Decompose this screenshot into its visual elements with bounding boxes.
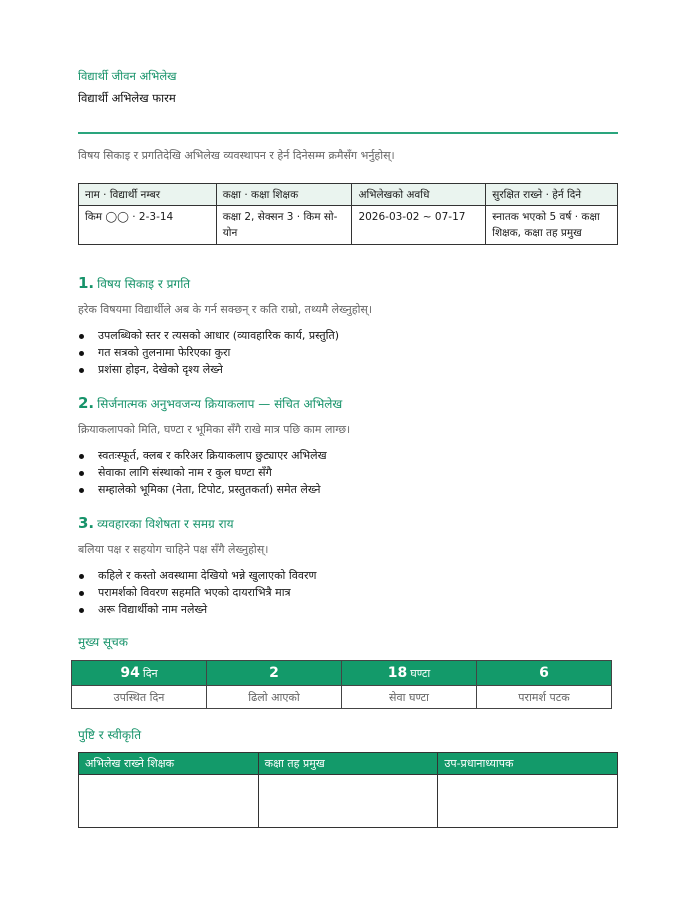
list-item: सेवाका लागि संस्थाको नाम र कुल घण्टा सँगै: [78, 464, 327, 481]
metrics-label-row: [72, 686, 612, 709]
document-title: विद्यार्थी अभिलेख फारम: [78, 91, 176, 105]
list-item: परामर्शको विवरण सहमति भएको दायराभित्रै मात्र: [78, 584, 316, 601]
list-item: उपलब्धिको स्तर र त्यसको आधार (व्यावहारिक कार्य, प्रस्तुति): [78, 327, 339, 344]
student-info-table: [78, 183, 618, 245]
metrics-heading: मुख्य सूचक: [78, 635, 128, 649]
cell-name: किम ◯◯ · 2-3-14: [79, 206, 217, 245]
cell-class: कक्षा 2, सेक्सन 3 · किम सो-योन: [216, 206, 352, 245]
header-divider: [78, 132, 618, 134]
list-item: कहिले र कस्तो अवस्थामा देखियो भन्ने खुलाएको विवरण: [78, 567, 316, 584]
metric-number: 18: [387, 665, 408, 681]
metric-value-late: [207, 661, 342, 686]
metric-value-counseling: [477, 661, 612, 686]
signoff-heading: पुष्टि र स्वीकृति: [78, 728, 142, 742]
cell-retention: स्नातक भएको 5 वर्ष · कक्षा शिक्षक, कक्षा तह प्रमुख: [486, 206, 618, 245]
metric-unit: घण्टा: [410, 667, 431, 680]
section-number: 2.: [78, 394, 95, 412]
signature-row: [79, 775, 618, 828]
signoff-col-teacher: अभिलेख राख्ने शिक्षक: [79, 753, 259, 775]
signoff-table: [78, 752, 618, 828]
header-cell-retention: सुरक्षित राख्ने · हेर्न दिने: [486, 184, 618, 206]
intro-text: विषय सिकाइ र प्रगतिदेखि अभिलेख व्यवस्थापन र हेर्न दिनेसम्म क्रमैसँग भर्नुहोस्।: [78, 149, 395, 162]
list-item: प्रशंसा होइन, देखेको दृश्य लेख्ने: [78, 361, 339, 378]
table-header-row: [79, 184, 618, 206]
metric-value-attendance: [72, 661, 207, 686]
section-2-heading: [78, 394, 342, 412]
header-cell-class: कक्षा · कक्षा शिक्षक: [216, 184, 352, 206]
list-item: स्वतःस्फूर्त, क्लब र करिअर क्रियाकलाप छुट्याएर अभिलेख: [78, 447, 327, 464]
metric-label: ढिलो आएको: [207, 686, 342, 709]
signoff-col-grade-head: कक्षा तह प्रमुख: [258, 753, 438, 775]
metric-label: उपस्थित दिन: [72, 686, 207, 709]
metric-number: 6: [539, 665, 549, 681]
signature-box-grade-head[interactable]: [258, 775, 438, 828]
header-cell-name: नाम · विद्यार्थी नम्बर: [79, 184, 217, 206]
metric-number: 94: [120, 665, 140, 681]
section-1-description: हरेक विषयमा विद्यार्थीले अब के गर्न सक्छन् र कति राम्रो, तथ्यमै लेख्नुहोस्।: [78, 303, 373, 316]
section-3-heading: [78, 514, 234, 532]
metrics-value-row: [72, 661, 612, 686]
cell-period: 2026-03-02 ~ 07-17: [352, 206, 486, 245]
list-item: अरू विद्यार्थीको नाम नलेख्ने: [78, 601, 316, 618]
list-item: गत सत्रको तुलनामा फेरिएका कुरा: [78, 344, 339, 361]
signature-box-vice-principal[interactable]: [438, 775, 618, 828]
signoff-header-row: [79, 753, 618, 775]
metric-label: सेवा घण्टा: [342, 686, 477, 709]
section-2-description: क्रियाकलापको मिति, घण्टा र भूमिका सँगै राखे मात्र पछि काम लाग्छ।: [78, 423, 351, 436]
section-title: विषय सिकाइ र प्रगति: [97, 277, 191, 291]
metric-number: 2: [269, 665, 279, 681]
signature-box-teacher[interactable]: [79, 775, 259, 828]
metric-label: परामर्श पटक: [477, 686, 612, 709]
list-item: सम्हालेको भूमिका (नेता, टिपोट, प्रस्तुतकर्ता) समेत लेख्ने: [78, 481, 327, 498]
document-label: विद्यार्थी जीवन अभिलेख: [78, 69, 177, 83]
section-title: व्यवहारका विशेषता र समग्र राय: [97, 517, 234, 531]
section-2-list: [78, 447, 327, 498]
signoff-col-vice-principal: उप-प्रधानाध्यापक: [438, 753, 618, 775]
section-number: 3.: [78, 514, 95, 532]
section-1-list: [78, 327, 339, 378]
table-row: [79, 206, 618, 245]
metric-value-service: [342, 661, 477, 686]
section-3-list: [78, 567, 316, 618]
metric-unit: दिन: [142, 667, 158, 680]
metrics-table: [71, 660, 612, 709]
section-3-description: बलिया पक्ष र सहयोग चाहिने पक्ष सँगै लेख्नुहोस्।: [78, 543, 269, 556]
section-1-heading: [78, 274, 190, 292]
section-number: 1.: [78, 274, 95, 292]
section-title: सिर्जनात्मक अनुभवजन्य क्रियाकलाप — संचित अभिलेख: [97, 397, 343, 411]
header-cell-period: अभिलेखको अवधि: [352, 184, 486, 206]
